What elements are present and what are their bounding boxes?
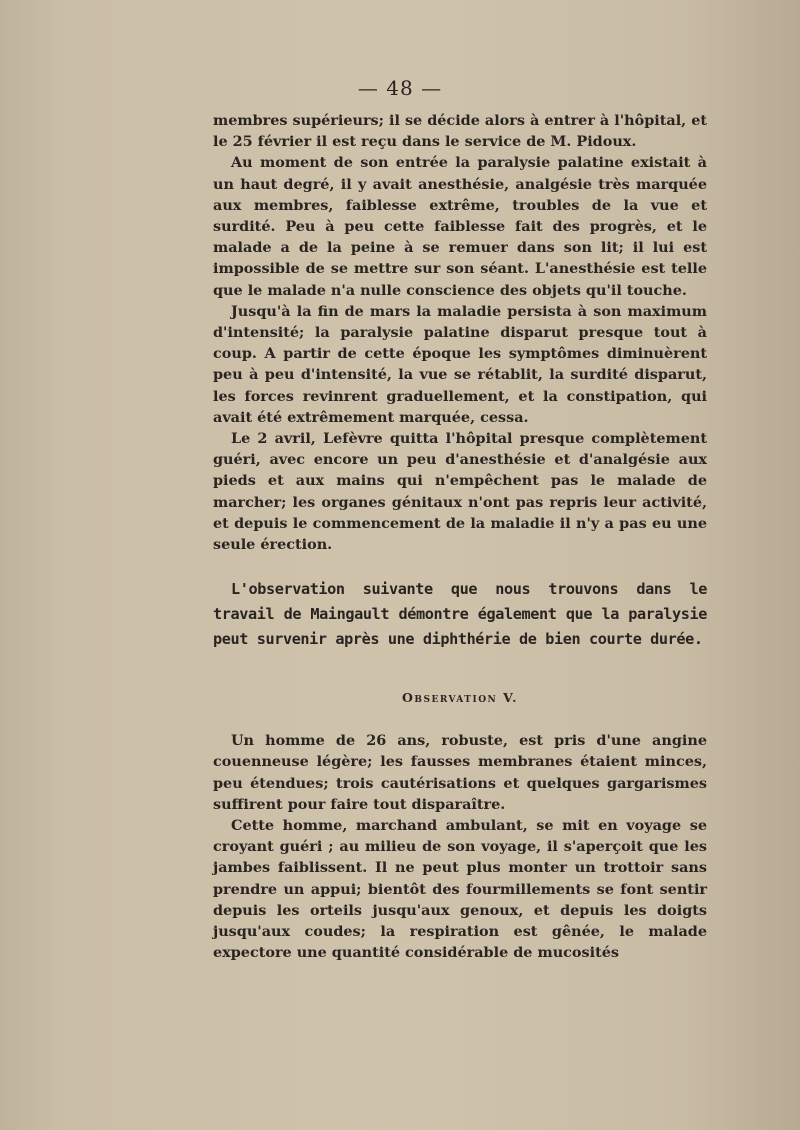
body-text (213, 110, 707, 964)
section-heading: Observation V. (402, 690, 518, 706)
page-number: — 48 — (357, 76, 443, 100)
paragraph: membres supérieurs; il se décide alors à entrer à l'hôpital, et le 25 février il est reçu dans le service de M. Pidoux. (213, 112, 707, 151)
paragraph: Cette homme, marchand ambulant, se mit en voyage se croyant guéri ; au milieu de son voyage, il s'aperçoit que les jambes faiblissent. Il ne peut plus monter un trottoir sans prendre un appui; bientôt des fourmillements se font sentir depuis les orteils jusqu'aux genoux, et depuis les doigts jusqu'aux coudes; la respiration est gênée, le malade expectore une quantité considérable de mucosités (213, 817, 707, 962)
paragraph: Jusqu'à la fin de mars la maladie persista à son maximum d'intensité; la paralysie palatine disparut presque tout à coup. A partir de cette époque les symptômes diminuèrent peu à peu d'intensité, la vue se rétablit, la surdité disparut, les forces revinrent graduellement, et la constipation, qui avait été extrêmement marquée, cessa. (213, 302, 707, 426)
intro-paragraph: L'observation suivante que nous trouvons dans le travail de Maingault démontre également que la paralysie peut survenir après une diphthérie de bien courte durée. (213, 580, 707, 649)
paragraph: Le 2 avril, Lefèvre quitta l'hôpital presque complètement guéri, avec encore un peu d'anesthésie et d'analgésie aux pieds et aux mains qui n'empêchent pas le malade de marcher; les organes génitaux n'ont pas repris leur activité, et depuis le commencement de la maladie il n'y a pas eu une seule érection. (213, 430, 707, 554)
paragraph: Au moment de son entrée la paralysie palatine existait à un haut degré, il y avait anesthésie, analgésie très marquée aux membres, faiblesse extrême, troubles de la vue et surdité. Peu à peu cette faiblesse fait des progrès, et le malade a de la peine à se remuer dans son lit; il lui est impossible de se mettre sur son séant. L'anesthésie est telle que le malade n'a nulle conscience des objets qu'il touche. (213, 154, 707, 299)
paragraph: Un homme de 26 ans, robuste, est pris d'une angine couenneuse légère; les fausses membranes étaient minces, peu étendues; trois cautérisations et quelques gargarismes suffirent pour faire tout disparaître. (213, 732, 707, 813)
